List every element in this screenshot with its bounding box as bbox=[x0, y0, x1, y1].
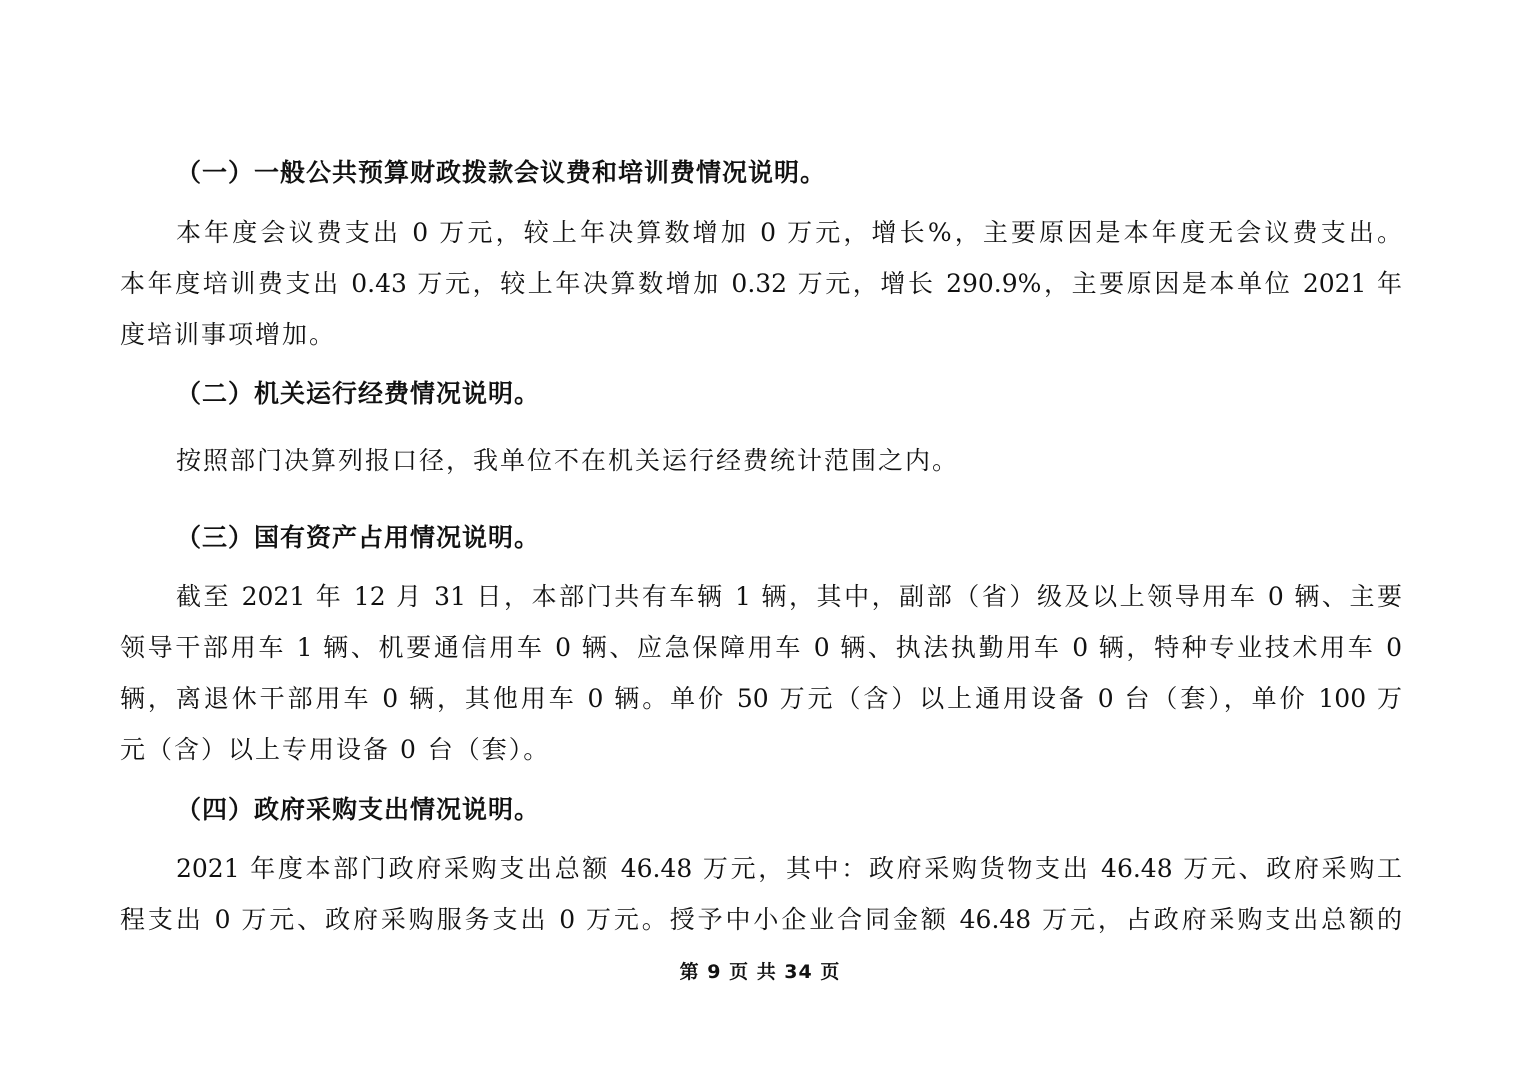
page-number-footer: 第 9 页 共 34 页 bbox=[679, 961, 841, 983]
paragraph-line: 辆，离退休干部用车 0 辆，其他用车 0 辆。单价 50 万元（含）以上通用设备 0 台（套），单价 100 万 bbox=[120, 684, 1402, 713]
paragraph-line: 本年度培训费支出 0.43 万元，较上年决算数增加 0.32 万元，增长 290.9%，主要原因是本单位 2021 年 bbox=[120, 269, 1402, 298]
section-heading-government-procurement: （四）政府采购支出情况说明。 bbox=[176, 795, 541, 824]
paragraph-line: 2021 年度本部门政府采购支出总额 46.48 万元，其中：政府采购货物支出 46.48 万元、政府采购工 bbox=[176, 854, 1402, 883]
paragraph-line: 元（含）以上专用设备 0 台（套）。 bbox=[120, 735, 551, 764]
section-heading-meeting-training: （一）一般公共预算财政拨款会议费和培训费情况说明。 bbox=[176, 158, 827, 187]
paragraph-line: 程支出 0 万元、政府采购服务支出 0 万元。授予中小企业合同金额 46.48 万元，占政府采购支出总额的 bbox=[120, 905, 1402, 934]
section-heading-operating-expenses: （二）机关运行经费情况说明。 bbox=[176, 379, 541, 408]
paragraph-line: 度培训事项增加。 bbox=[120, 320, 337, 349]
paragraph-line: 截至 2021 年 12 月 31 日，本部门共有车辆 1 辆，其中，副部（省）级及以上领导用车 0 辆、主要 bbox=[176, 582, 1402, 611]
section-heading-state-assets: （三）国有资产占用情况说明。 bbox=[176, 523, 541, 552]
paragraph-line: 本年度会议费支出 0 万元，较上年决算数增加 0 万元，增长%，主要原因是本年度无会议费支出。 bbox=[176, 218, 1402, 247]
paragraph-line: 按照部门决算列报口径，我单位不在机关运行经费统计范围之内。 bbox=[176, 446, 960, 475]
paragraph-line: 领导干部用车 1 辆、机要通信用车 0 辆、应急保障用车 0 辆、执法执勤用车 0 辆，特种专业技术用车 0 bbox=[120, 633, 1402, 662]
